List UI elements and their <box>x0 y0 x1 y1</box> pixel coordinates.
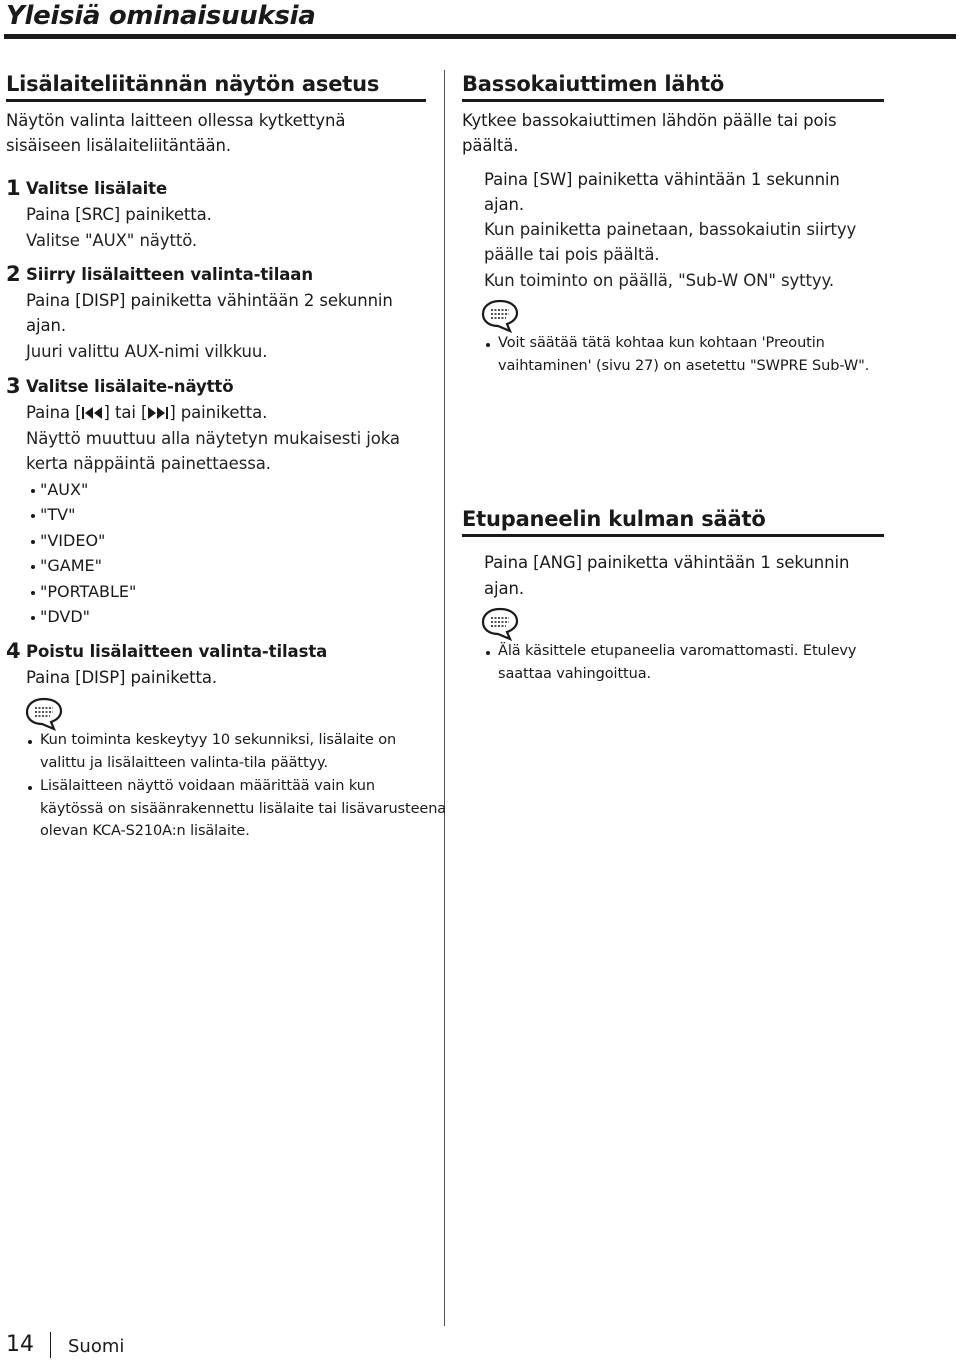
step-2-instruction-line-2: ajan. <box>26 316 67 335</box>
angle-note-line-2: saattaa vahingoittua. <box>498 666 652 682</box>
next-track-icon <box>147 402 169 428</box>
section-title-panel-angle: Etupaneelin kulman säätö <box>462 507 766 531</box>
angle-note-line-1: Älä käsittele etupaneelia varomattomasti. Etulevy <box>498 643 857 659</box>
title-rule <box>4 34 956 39</box>
bass-detail-line-3: Kun toiminto on päällä, "Sub-W ON" syttyy. <box>484 271 835 290</box>
note-1-line-2: valittu ja lisälaitteen valinta-tila päättyy. <box>40 755 328 771</box>
bass-intro-line-2: päältä. <box>462 136 519 155</box>
column-divider <box>444 70 445 1326</box>
section-title-subwoofer: Bassokaiuttimen lähtö <box>462 72 725 96</box>
display-option-game: "GAME" <box>40 556 102 575</box>
step-4-instruction: Paina [DISP] painiketta. <box>26 668 218 687</box>
bass-instruction-line-2: ajan. <box>484 195 525 214</box>
note-icon <box>24 696 64 732</box>
bass-instruction-line-1: Paina [SW] painiketta vähintään 1 sekunnin <box>484 170 840 189</box>
step-number-4: 4 <box>6 639 21 663</box>
note-2-line-2: käytössä on sisäänrakennettu lisälaite tai lisävarusteena <box>40 801 447 817</box>
section-title-aux-display: Lisälaiteliitännän näytön asetus <box>6 72 380 96</box>
step-3-instruction-part-1: Paina [ <box>26 403 82 422</box>
bass-detail-line-1: Kun painiketta painetaan, bassokaiutin siirtyy <box>484 220 857 239</box>
bullet-dot <box>31 616 35 620</box>
step-3-detail-line-1: Näyttö muuttuu alla näytetyn mukaisesti joka <box>26 429 400 448</box>
step-3-instruction-part-3: ] painiketta. <box>169 403 268 422</box>
footer-divider <box>50 1332 51 1358</box>
step-2-instruction-line-1: Paina [DISP] painiketta vähintään 2 sekunnin <box>26 291 393 310</box>
note-2-line-1: Lisälaitteen näyttö voidaan määrittää vain kun <box>40 778 375 794</box>
bass-note-line-1: Voit säätää tätä kohtaa kun kohtaan 'Preoutin <box>498 335 825 351</box>
display-option-aux: "AUX" <box>40 480 89 499</box>
intro-line-1: Näytön valinta laitteen ollessa kytkettynä <box>6 111 346 130</box>
bullet-dot <box>31 489 35 493</box>
step-1-title: Valitse lisälaite <box>26 179 168 198</box>
bass-detail-line-2: päälle tai pois päältä. <box>484 245 660 264</box>
note-2-line-3: olevan KCA-S210A:n lisälaite. <box>40 823 250 839</box>
note-icon <box>480 298 520 334</box>
step-2-detail: Juuri valittu AUX-nimi vilkkuu. <box>26 342 268 361</box>
bullet-dot <box>486 343 490 347</box>
angle-instruction-line-1: Paina [ANG] painiketta vähintään 1 sekunnin <box>484 553 850 572</box>
step-1-detail: Valitse "AUX" näyttö. <box>26 231 198 250</box>
section-rule <box>462 99 884 102</box>
section-rule <box>6 99 426 102</box>
bullet-dot <box>31 540 35 544</box>
step-1-instruction: Paina [SRC] painiketta. <box>26 205 212 224</box>
bullet-dot <box>28 740 32 744</box>
display-option-portable: "PORTABLE" <box>40 582 137 601</box>
bass-note-line-2: vaihtaminen' (sivu 27) on asetettu "SWPRE Sub-W". <box>498 358 870 374</box>
bullet-dot <box>31 565 35 569</box>
display-option-video: "VIDEO" <box>40 531 106 550</box>
step-3-instruction <box>26 400 267 428</box>
previous-track-icon <box>81 402 103 428</box>
bass-intro-line-1: Kytkee bassokaiuttimen lähdön päälle tai pois <box>462 111 837 130</box>
step-number-3: 3 <box>6 374 21 398</box>
language-label: Suomi <box>68 1336 125 1357</box>
bullet-dot <box>31 514 35 518</box>
step-4-title: Poistu lisälaitteen valinta-tilasta <box>26 642 328 661</box>
step-3-detail-line-2: kerta näppäintä painettaessa. <box>26 454 271 473</box>
angle-instruction-line-2: ajan. <box>484 579 525 598</box>
step-3-instruction-part-2: ] tai [ <box>103 403 148 422</box>
step-number-1: 1 <box>6 176 21 200</box>
intro-line-2: sisäiseen lisälaiteliitäntään. <box>6 136 232 155</box>
bullet-dot <box>486 651 490 655</box>
page-number: 14 <box>6 1332 34 1357</box>
step-2-title: Siirry lisälaitteen valinta-tilaan <box>26 265 313 284</box>
section-rule <box>462 534 884 537</box>
note-1-line-1: Kun toiminta keskeytyy 10 sekunniksi, lisälaite on <box>40 732 397 748</box>
bullet-dot <box>31 591 35 595</box>
step-number-2: 2 <box>6 262 21 286</box>
bullet-dot <box>28 786 32 790</box>
page-title: Yleisiä ominaisuuksia <box>6 1 316 31</box>
note-icon <box>480 606 520 642</box>
step-3-title: Valitse lisälaite-näyttö <box>26 377 234 396</box>
display-option-dvd: "DVD" <box>40 607 91 626</box>
display-option-tv: "TV" <box>40 505 76 524</box>
